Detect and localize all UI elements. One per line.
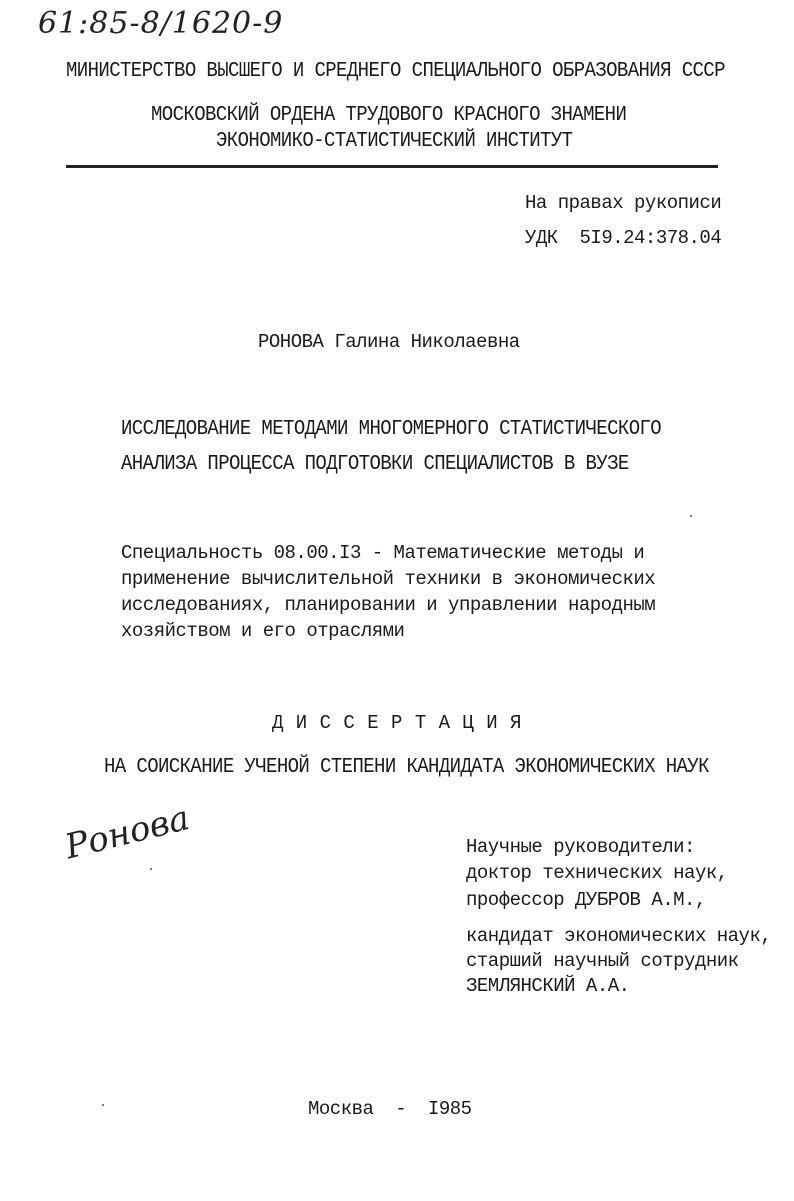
- specialty-line-2: применение вычислительной техники в экономических: [121, 568, 656, 590]
- supervisor-2-name: ЗЕМЛЯНСКИЙ А.А.: [466, 975, 630, 997]
- supervisor-2-position: старший научный сотрудник: [466, 950, 739, 972]
- institute-line-2: ЭКОНОМИКО-СТАТИСТИЧЕСКИЙ ИНСТИТУТ: [216, 128, 573, 153]
- thesis-title-line-2: АНАЛИЗА ПРОЦЕССА ПОДГОТОВКИ СПЕЦИАЛИСТОВ В ВУЗЕ: [121, 451, 629, 476]
- archive-code: 61:85-8/1620-9: [38, 6, 284, 41]
- city-year: Москва - I985: [308, 1098, 472, 1120]
- manuscript-rights: На правах рукописи: [525, 192, 722, 214]
- institute-line-1: МОСКОВСКИЙ ОРДЕНА ТРУДОВОГО КРАСНОГО ЗНАМЕНИ: [151, 102, 627, 127]
- author-signature: Ронова: [61, 798, 194, 868]
- supervisors-label: Научные руководители:: [466, 836, 695, 858]
- specialty-line-4: хозяйством и его отраслями: [121, 620, 405, 642]
- specialty-line-1: Специальность 08.00.I3 - Математические методы и: [121, 542, 645, 564]
- header-rule: [66, 165, 718, 168]
- supervisor-2-degree: кандидат экономических наук,: [466, 925, 772, 947]
- scan-speck: [102, 1104, 104, 1106]
- scan-speck: [690, 515, 692, 517]
- supervisor-1-degree: доктор технических наук,: [466, 862, 728, 884]
- dissertation-heading: Д И С С Е Р Т А Ц И Я: [272, 712, 522, 734]
- degree-subheading: НА СОИСКАНИЕ УЧЕНОЙ СТЕПЕНИ КАНДИДАТА ЭКОНОМИЧЕСКИХ НАУК: [104, 754, 709, 779]
- author-name: РОНОВА Галина Николаевна: [258, 331, 520, 353]
- specialty-line-3: исследованиях, планировании и управлении народным: [121, 594, 656, 616]
- udk-code: УДК 5I9.24:378.04: [525, 227, 722, 249]
- thesis-title-line-1: ИССЛЕДОВАНИЕ МЕТОДАМИ МНОГОМЕРНОГО СТАТИСТИЧЕСКОГО: [121, 416, 662, 441]
- supervisor-1-name: профессор ДУБРОВ А.М.,: [466, 889, 706, 911]
- scan-speck: [150, 868, 152, 870]
- ministry-line: МИНИСТЕРСТВО ВЫСШЕГО И СРЕДНЕГО СПЕЦИАЛЬНОГО ОБРАЗОВАНИЯ СССР: [66, 58, 725, 83]
